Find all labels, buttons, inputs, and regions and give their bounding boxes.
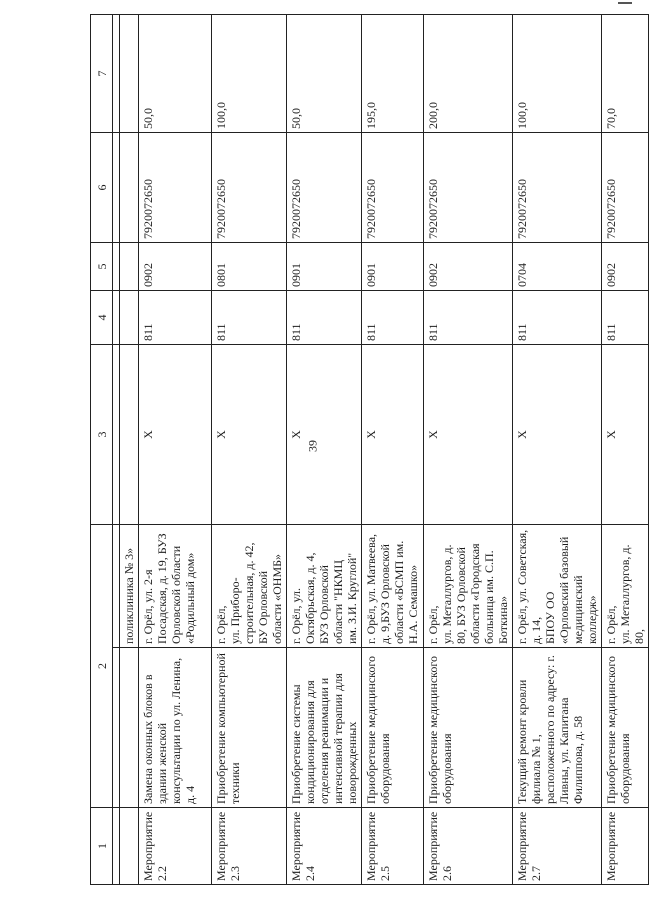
- table-row: [424, 15, 513, 885]
- measure-col5: 0902: [139, 243, 212, 291]
- continuation-cell: [120, 808, 139, 885]
- measure-description: Приобретение медицинского оборудования: [362, 648, 424, 808]
- measure-address: г. Орёл, ул. 2-я Посадская, д. 19, БУЗ Орловской области «Родильный дом»: [139, 525, 212, 648]
- measure-col4: 811: [139, 291, 212, 345]
- header-cell-6: 6: [91, 133, 113, 243]
- header-cell-3: 3: [91, 345, 113, 525]
- measure-name: Мероприятие 2.6: [424, 808, 513, 885]
- measure-col3: X: [362, 345, 424, 525]
- measure-col4: 811: [212, 291, 287, 345]
- table-row: [513, 15, 602, 885]
- measure-col4: 811: [602, 291, 649, 345]
- measure-name: Мероприятие 2.4: [287, 808, 362, 885]
- spacer-cell: [113, 808, 120, 885]
- measure-col4: 811: [362, 291, 424, 345]
- measure-description: Замена оконных блоков в здании женской консультации по ул. Ленина, д. 4: [139, 648, 212, 808]
- header-cell-1: 1: [91, 808, 113, 885]
- measure-col5: 0902: [602, 243, 649, 291]
- measure-col3: X: [424, 345, 513, 525]
- measure-col6: 7920072650: [212, 133, 287, 243]
- measure-col6: 7920072650: [424, 133, 513, 243]
- budget-table: [90, 14, 649, 885]
- page-number: 39: [305, 440, 320, 452]
- spacer-cell: [113, 345, 120, 525]
- measure-col5: 0704: [513, 243, 602, 291]
- measure-col6: 7920072650: [513, 133, 602, 243]
- continuation-address: поликлиника № 3»: [120, 525, 139, 648]
- measure-name: Мероприятие 2.5: [362, 808, 424, 885]
- measure-col4: 811: [287, 291, 362, 345]
- spacer-cell: [113, 15, 120, 133]
- header-spacer-row: [113, 15, 120, 885]
- measure-col6: 7920072650: [139, 133, 212, 243]
- measure-col3: X: [212, 345, 287, 525]
- measure-col5: 0801: [212, 243, 287, 291]
- measure-name: Мероприятие 2.7: [513, 808, 602, 885]
- measure-description: Приобретение компьютерной техники: [212, 648, 287, 808]
- measure-col5: 0901: [287, 243, 362, 291]
- table-container: [90, 15, 646, 885]
- spacer-cell: [113, 525, 120, 648]
- measure-col6: 7920072650: [602, 133, 649, 243]
- measure-col7: 70,0: [602, 15, 649, 133]
- measure-description: Приобретение системы кондиционирования для отделения реанимации и интенсивной терапии для новорожденных: [287, 648, 362, 808]
- measure-description: Приобретение медицинского оборудования: [602, 648, 649, 808]
- measure-col7: 50,0: [139, 15, 212, 133]
- measure-description: Приобретение медицинского оборудования: [424, 648, 513, 808]
- measure-col7: 50,0: [287, 15, 362, 133]
- measure-col7: 100,0: [513, 15, 602, 133]
- continuation-cell: [120, 345, 139, 525]
- table-row: [212, 15, 287, 885]
- spacer-cell: [113, 133, 120, 243]
- measure-address: г. Орёл, ул. Советская, д. 14, БПОУ ОО «Орловский базовый медицинский колледж»: [513, 525, 602, 648]
- table-row: [362, 15, 424, 885]
- measure-col7: 100,0: [212, 15, 287, 133]
- measure-description: Текущий ремонт кровли филиала № 1, расположенного по адресу: г. Ливны, ул. Капитана Филиппова, д. 58: [513, 648, 602, 808]
- measure-address: г. Орёл, ул. Металлургов, д. 80,: [602, 525, 649, 648]
- scan-edge-mark: [618, 2, 632, 4]
- header-cell-2: 2: [91, 525, 113, 808]
- measure-col5: 0902: [424, 243, 513, 291]
- measure-address: г. Орёл, ул. Октябрьская, д. 4, БУЗ Орловской области "НКМЦ им. З.И. Круглой": [287, 525, 362, 648]
- measure-col6: 7920072650: [362, 133, 424, 243]
- measure-col3: X: [513, 345, 602, 525]
- spacer-cell: [113, 291, 120, 345]
- table-row: [139, 15, 212, 885]
- measure-col6: 7920072650: [287, 133, 362, 243]
- continuation-cell: [120, 648, 139, 808]
- continuation-cell: [120, 243, 139, 291]
- header-cell-5: 5: [91, 243, 113, 291]
- measure-name: Мероприятие: [602, 808, 649, 885]
- measure-col3: X: [287, 345, 362, 525]
- measure-col3: X: [139, 345, 212, 525]
- measure-col4: 811: [513, 291, 602, 345]
- measure-col4: 811: [424, 291, 513, 345]
- header-row: [91, 15, 113, 885]
- measure-col7: 200,0: [424, 15, 513, 133]
- header-cell-4: 4: [91, 291, 113, 345]
- measure-col5: 0901: [362, 243, 424, 291]
- measure-col3: X: [602, 345, 649, 525]
- continuation-cell: [120, 15, 139, 133]
- spacer-cell: [113, 648, 120, 808]
- rotated-table-frame: [90, 15, 646, 885]
- spacer-cell: [113, 243, 120, 291]
- measure-name: Мероприятие 2.2: [139, 808, 212, 885]
- measure-address: г. Орёл, ул. Приборо- строительная, д. 42, БУ Орловской области «ОНМБ»: [212, 525, 287, 648]
- measure-address: г. Орёл, ул. Матвеева, д. 9,БУЗ Орловской области «БСМП им. Н.А. Семашко»: [362, 525, 424, 648]
- table-row: [602, 15, 649, 885]
- header-cell-7: 7: [91, 15, 113, 133]
- measure-col7: 195,0: [362, 15, 424, 133]
- continuation-cell: [120, 133, 139, 243]
- measure-address: г. Орёл, ул. Металлургов, д. 80, БУЗ Орловской области «Городская больница им. С.П. Боткина»: [424, 525, 513, 648]
- continuation-row: [120, 15, 139, 885]
- measure-name: Мероприятие 2.3: [212, 808, 287, 885]
- continuation-cell: [120, 291, 139, 345]
- table-row: [287, 15, 362, 885]
